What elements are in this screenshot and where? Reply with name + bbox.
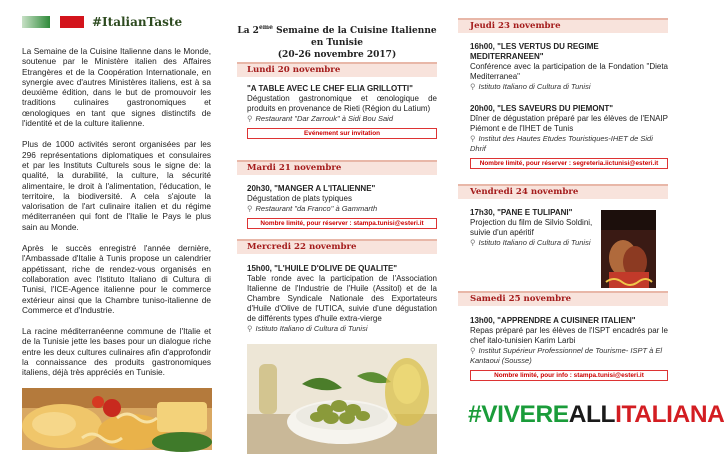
event-location: ⚲ Institut des Hautes Etudes Touristiques-IHET de Sidi Dhrif: [470, 134, 653, 153]
location-pin-icon: ⚲: [470, 346, 476, 355]
intro-paragraph-3: Après le succès enregistré l'année dernière, l'Ambassade d'Italie à Tunis propose un calendrier appétissant, riche de rendez-vous organisés en collaboration avec l'Istituto Italiano di Cultura di Tunisi, l'ICE-Agence italienne pour le commerce extérieur ainsi que la Chambre tuniso-italienne de Commerce et d'Industrie.: [22, 243, 211, 315]
italian-flag-icon: [22, 16, 84, 28]
location-pin-icon: ⚲: [247, 114, 253, 123]
event-title: 17h30, "PANE E TULIPANI": [470, 208, 573, 217]
event-description: Table ronde avec la participation de l'Association Italienne de l'Industrie de l'Huile (Assitol) et de la Chambre Syndicale Nationale des Exportateurs d'Huile d'Olive de l'UTICA, suivie d'une dégustation de différents types d'huile extra-vierge: [247, 274, 437, 323]
event-description: Conférence avec la participation de la Fondation "Dieta Mediterranea": [470, 62, 668, 81]
event-title: 20h00, "LES SAVEURS DU PIEMONT": [470, 104, 614, 113]
event-saveurs-piemont: [458, 104, 668, 169]
reservation-notice[interactable]: Nombre limité, pour réserver : segreteria.iictunisi@esteri.it: [470, 158, 668, 169]
event-description: Projection du film de Silvio Soldini, suivie d'un apéritif: [470, 218, 593, 237]
event-title: 20h30, "MANGER A L'ITALIENNE": [247, 184, 376, 193]
event-apprendre-cuisiner: [458, 316, 668, 381]
intro-paragraph-2: Plus de 1000 activités seront organisées par les 296 représentations diplomatiques et consulaires et par les Instituts Culturels sous le signe de: la qualité, la durabilité, la culture, la sécurité alimentaire, le droit à l'alimentation, l'éducation, le territoire, la biodiversité. A cela s'ajoute la valorisation de l'art culinaire italien et du régime méditerranéen qui font de l'Italie le Pays le plus sain au Monde.: [22, 139, 211, 232]
event-location: ⚲ Restaurant "da Franco" à Gammarth: [247, 204, 378, 213]
program-title: La 2eme Semaine de la Cuisine Italienne en Tunisie (20-26 novembre 2017): [237, 24, 437, 60]
location-pin-icon: ⚲: [247, 204, 253, 213]
event-regime-mediterraneen: [458, 42, 668, 92]
intro-paragraph-4: La racine méditerranéenne commune de l'Italie et de la Tunisie jette les bases pour un dialogue riche entre les deux cultures culinaires afin d'approfondir la connaissance des produits gastronomiques italiens, déjà très appréciés en Tunisie.: [22, 326, 211, 378]
reservation-notice[interactable]: Nombre limité, pour réserver : stampa.tunisi@esteri.it: [247, 218, 437, 229]
event-a-table: [237, 84, 437, 139]
event-location: ⚲ Restaurant "Dar Zarrouk" à Sidi Bou Said: [247, 114, 393, 123]
program-dates: (20-26 novembre 2017): [277, 50, 397, 60]
hashtag-title: #ItalianTaste: [92, 15, 183, 29]
italian-food-photo: [22, 388, 212, 450]
event-title: 16h00, "LES VERTUS DU REGIME MEDITERRANEEN": [470, 42, 599, 61]
event-description: Dîner de dégustation préparé par les élèves de l'ENAIP Piémont e de l'IHET de Tunis: [470, 114, 668, 133]
event-location: ⚲ Istituto Italiano di Cultura di Tunisi: [470, 238, 591, 247]
day-header-samedi-25: Samedi 25 novembre: [458, 291, 668, 306]
info-notice[interactable]: Nombre limité, pour info : stampa.tunisi@esteri.it: [470, 370, 668, 381]
event-manger-italienne: [237, 184, 437, 229]
hashtag-header: [22, 14, 211, 30]
program-column-right: [458, 0, 668, 463]
event-location: ⚲ Istituto Italiano di Cultura di Tunisi: [247, 324, 368, 333]
day-header-mercredi-22: Mercredi 22 novembre: [237, 239, 437, 254]
location-pin-icon: ⚲: [247, 324, 253, 333]
location-pin-icon: ⚲: [470, 134, 476, 143]
event-title: 15h00, "L'HUILE D'OLIVE DE QUALITE": [247, 264, 398, 273]
day-header-lundi-20: Lundi 20 novembre: [237, 62, 437, 77]
event-description: Repas préparé par les élèves de l'ISPT encadrés par le chef italo-tunisien Karim Larbi: [470, 326, 668, 345]
event-pane-tulipani: [458, 208, 668, 248]
day-header-mardi-21: Mardi 21 novembre: [237, 160, 437, 175]
day-header-vendredi-24: Vendredi 24 novembre: [458, 184, 668, 199]
film-poster: [601, 210, 656, 288]
event-huile-olive: [237, 264, 437, 334]
vivere-all-italiana-logo: #VIVEREALLITALIANA: [468, 401, 724, 428]
day-header-jeudi-23: Jeudi 23 novembre: [458, 18, 668, 33]
event-title: 13h00, "APPRENDRE A CUISINER ITALIEN": [470, 316, 636, 325]
intro-paragraph-1: La Semaine de la Cuisine Italienne dans le Monde, soutenue par le Ministère italien des Affaires Etrangères et de la Coopération Internationale, en synergie avec d'autres Ministères italiens, est à sa deuxième édition, dans le but de promouvoir les traditions culinaires gastronomiques et œnologiques en tant que signes distinctifs de l'identité et de la culture italienne.: [22, 46, 211, 129]
location-pin-icon: ⚲: [470, 238, 476, 247]
olive-oil-photo: [247, 344, 437, 454]
invitation-notice: Evénement sur invitation: [247, 128, 437, 139]
event-title: "A TABLE AVEC LE CHEF ELIA GRILLOTTI": [247, 84, 413, 93]
event-location: ⚲ Institut Supérieur Professionnel de Tourisme- ISPT à El Kantaoui (Sousse): [470, 346, 663, 365]
event-location: ⚲ Istituto Italiano di Cultura di Tunisi: [470, 82, 591, 91]
event-description: Dégustation gastronomique et œnologique de produits en provenance de Rieti (Région du Latium): [247, 94, 437, 113]
event-description: Dégustation de plats typiques: [247, 194, 352, 203]
location-pin-icon: ⚲: [470, 82, 476, 91]
